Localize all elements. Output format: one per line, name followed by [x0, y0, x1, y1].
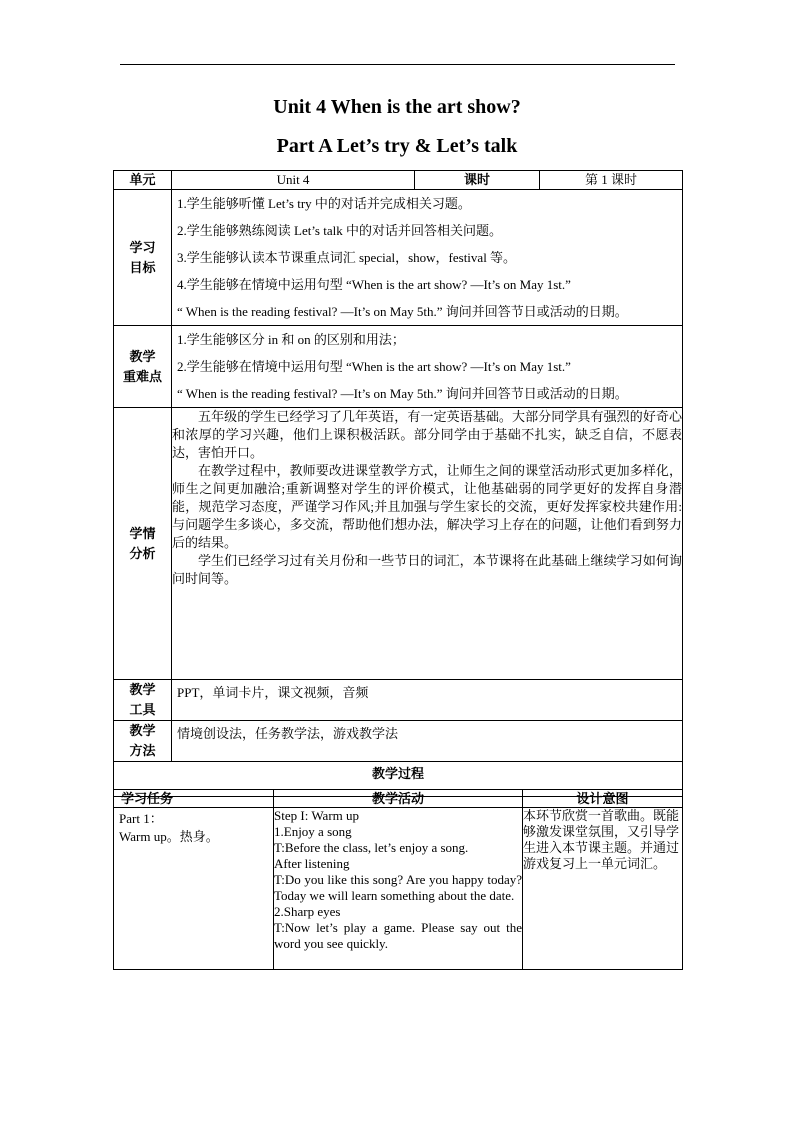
objective-item: 2.学生能够熟练阅读 Let’s talk 中的对话并回答相关问题。	[177, 223, 502, 238]
key-points-label: 教学 重难点	[114, 326, 172, 408]
intent-cell: 本环节欣赏一首歌曲。既能够激发课堂氛围，又引导学生进入本节课主题。并通过游戏复习上一单元词汇。	[523, 808, 683, 970]
objective-item: 4.学生能够在情境中运用句型 “When is the art show? —It’s on May 1st.”	[177, 277, 571, 292]
period-value: 第 1 课时	[540, 171, 683, 190]
unit-value: Unit 4	[172, 171, 415, 190]
objectives-content	[172, 190, 683, 326]
task-column-header: 学习任务	[114, 790, 274, 808]
tools-value: PPT，单词卡片，课文视频，音频	[172, 680, 683, 721]
key-point-item: 1.学生能够区分 in 和 on 的区别和用法；	[177, 332, 405, 347]
period-label: 课时	[415, 171, 540, 190]
activity-line: T:Before the class, let’s enjoy a song.	[274, 840, 469, 855]
activity-line: T:Do you like this song? Are you happy today? Today we will learn something about the date.	[274, 872, 522, 903]
analysis-paragraph: 在教学过程中，教师要改进课堂教学方式，让师生之间的课堂活动形式更加多样化，师生之间更加融洽;重新调整对学生的评价模式，让他基础弱的同学更好的发挥自身潜能，规范学习态度，严谨学习作风;并且加强与学生家长的交流，更好发挥家校共建作用:与问题学生多谈心，多交流，帮助他们想办法，解决学习上存在的问题，让他们看到努力后的结果。	[172, 463, 682, 550]
page-subtitle: Part A Let’s try & Let’s talk	[276, 135, 518, 157]
activity-line: 1.Enjoy a song	[274, 824, 352, 839]
page-title: Unit 4 When is the art show?	[273, 96, 521, 118]
task-cell	[114, 808, 274, 970]
process-table	[113, 789, 683, 970]
unit-label: 单元	[114, 171, 172, 190]
tools-label: 教学 工具	[114, 680, 172, 721]
methods-value: 情境创设法，任务教学法，游戏教学法	[172, 721, 683, 762]
activity-line: 2.Sharp eyes	[274, 904, 341, 919]
activity-column-header: 教学活动	[274, 790, 523, 808]
objective-item: 1.学生能够听懂 Let’s try 中的对话并完成相关习题。	[177, 196, 471, 211]
key-points-content	[172, 326, 683, 408]
objective-item: “ When is the reading festival? —It’s on May 5th.” 询问并回答节日或活动的日期。	[177, 304, 628, 319]
analysis-content	[172, 408, 683, 680]
objectives-label: 学习 目标	[114, 190, 172, 326]
objective-item: 3.学生能够认读本节课重点词汇 special，show，festival 等。	[177, 250, 517, 265]
intent-column-header: 设计意图	[523, 790, 683, 808]
activity-line: Step I: Warm up	[274, 808, 360, 823]
analysis-label: 学情 分析	[114, 408, 172, 680]
lesson-plan-table	[113, 170, 683, 797]
methods-label: 教学 方法	[114, 721, 172, 762]
key-point-item: 2.学生能够在情境中运用句型 “When is the art show? —It’s on May 1st.”	[177, 359, 571, 374]
process-title: 教学过程	[114, 762, 683, 797]
activity-line: After listening	[274, 856, 350, 871]
header-rule	[120, 64, 675, 65]
task-line: Warm up。热身。	[119, 829, 219, 844]
activity-line: T:Now let’s play a game. Please say out the word you see quickly.	[274, 920, 522, 951]
analysis-paragraph: 学生们已经学习过有关月份和一些节日的词汇，本节课将在此基础上继续学习如何询问时间等。	[172, 553, 682, 586]
task-line: Part 1：	[119, 811, 163, 826]
key-point-item: “ When is the reading festival? —It’s on May 5th.” 询问并回答节日或活动的日期。	[177, 386, 628, 401]
analysis-paragraph: 五年级的学生已经学习了几年英语，有一定英语基础。大部分同学具有强烈的好奇心和浓厚的学习兴趣，他们上课积极活跃。部分同学由于基础不扎实，缺乏自信，不愿表达，害怕开口。	[172, 409, 682, 460]
activity-cell	[274, 808, 523, 970]
